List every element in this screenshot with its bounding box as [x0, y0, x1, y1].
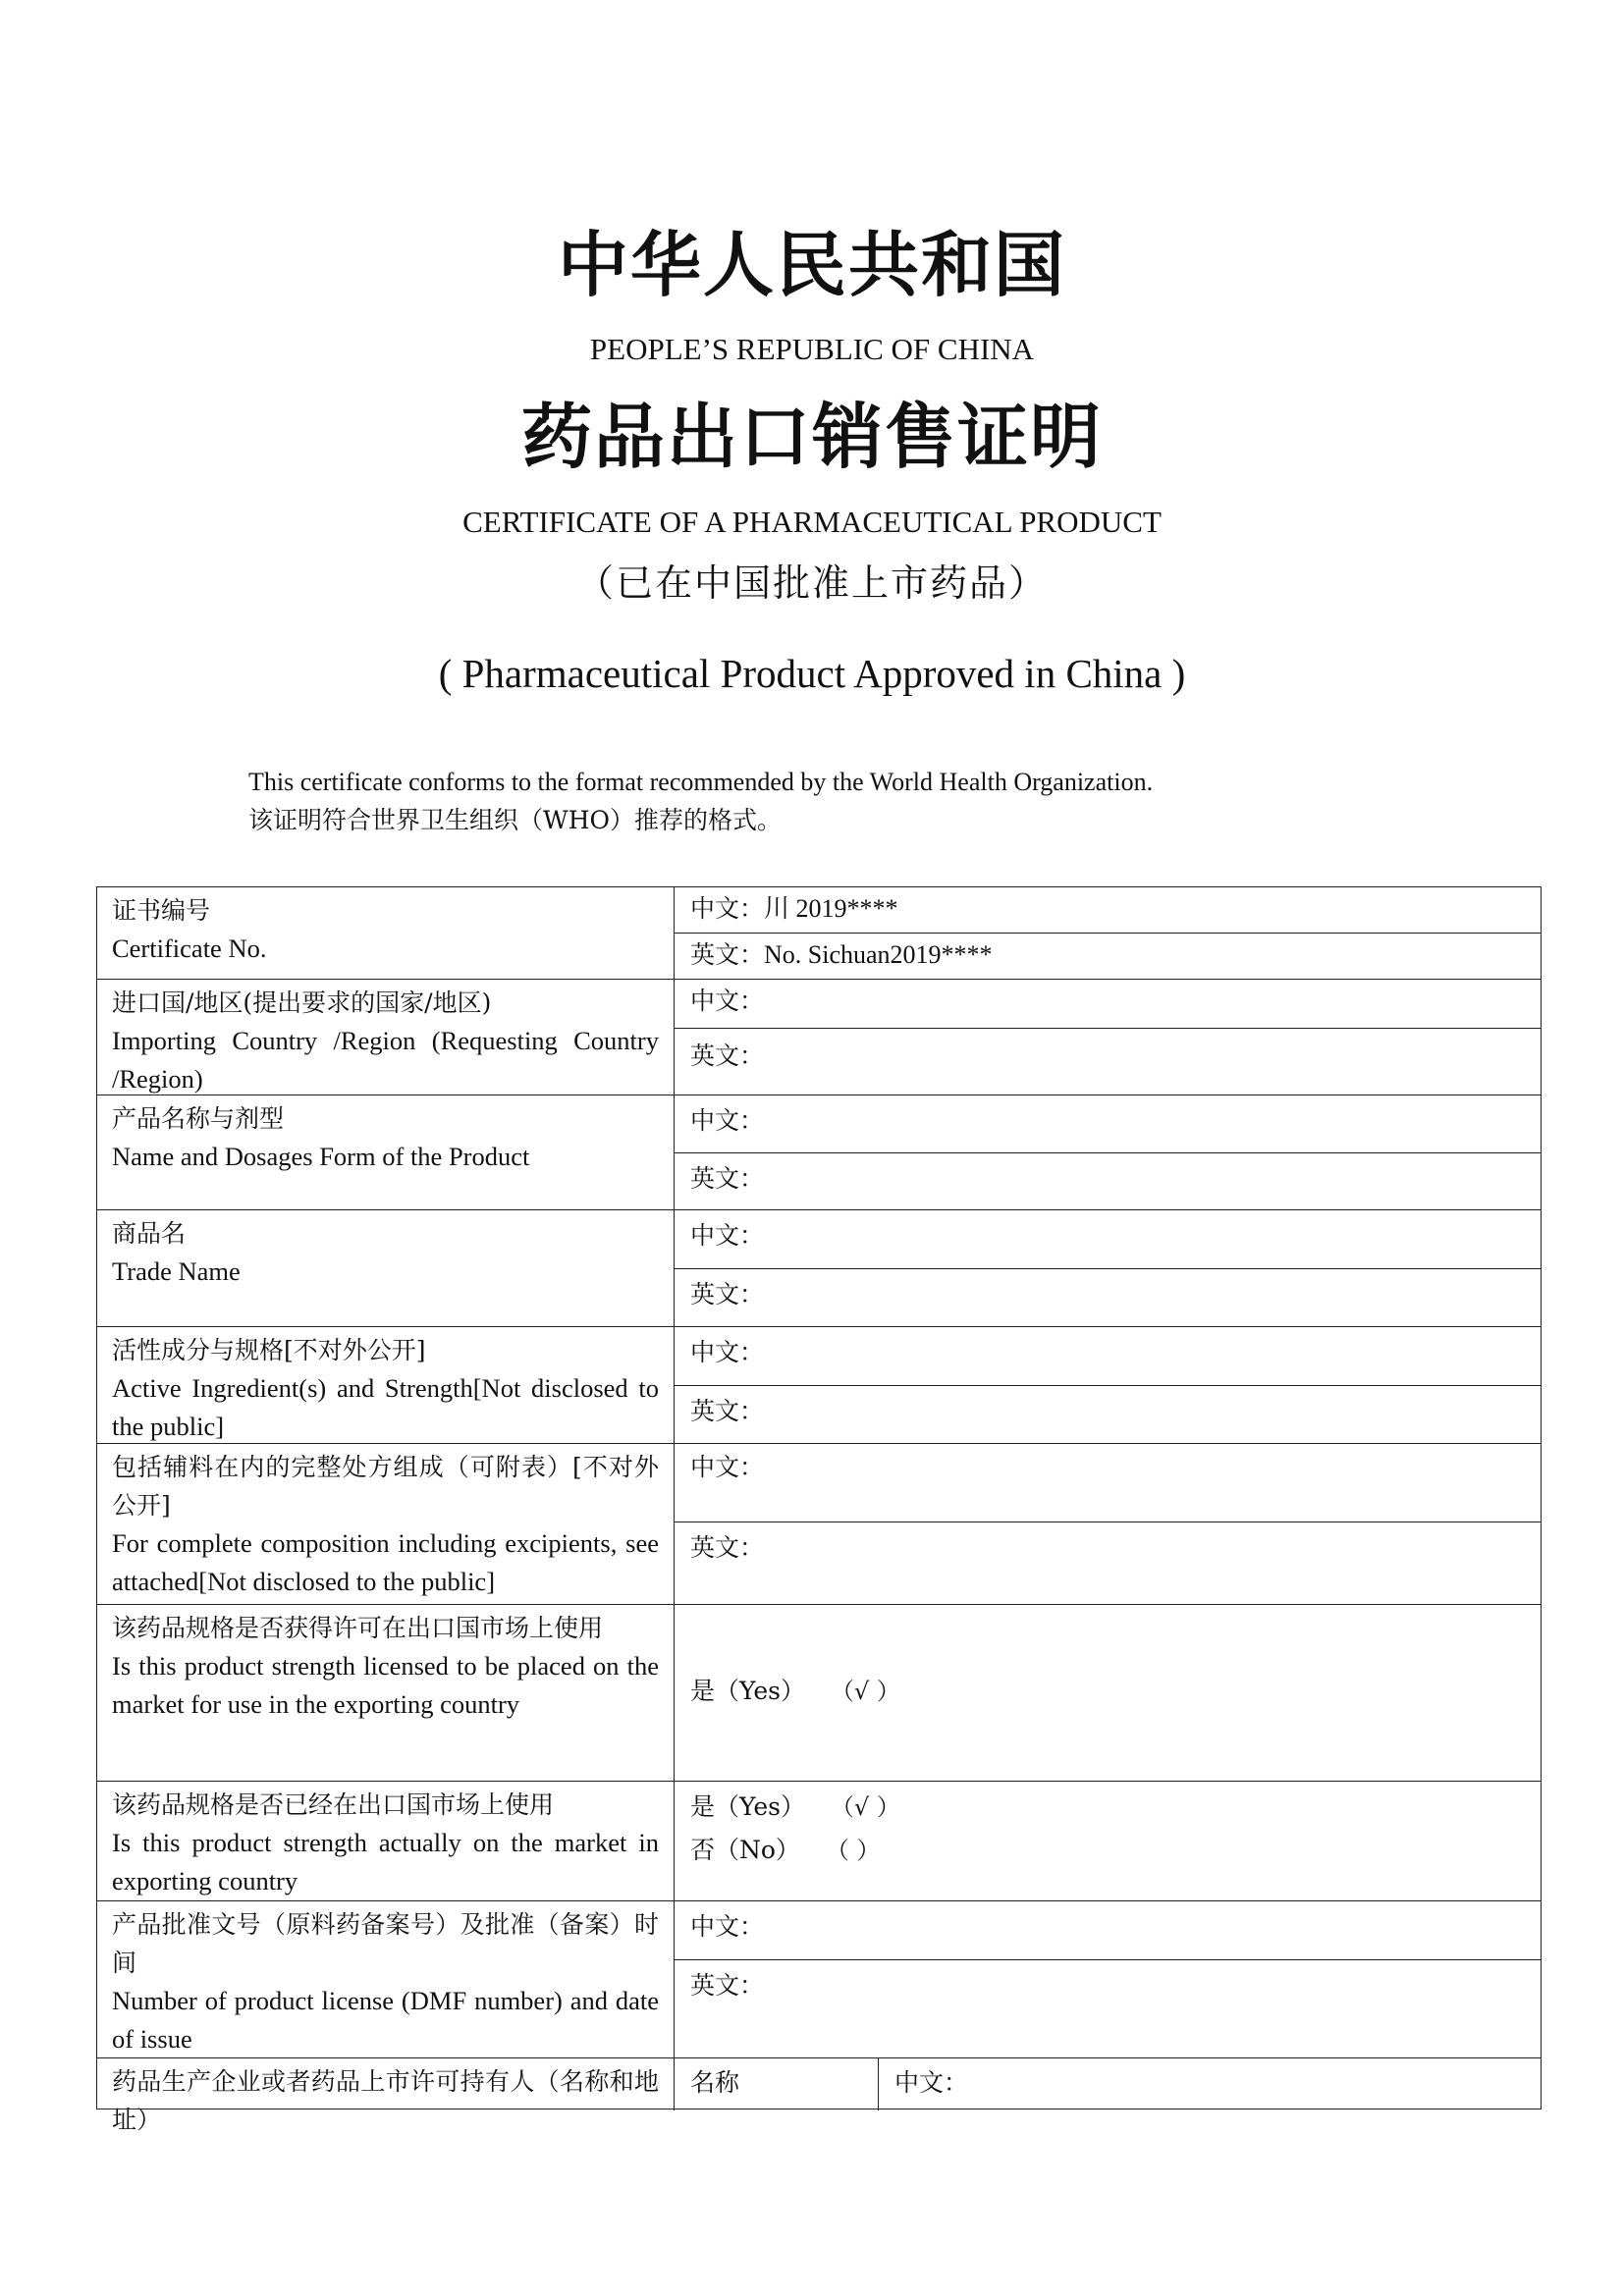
label-en: Certificate No.: [112, 934, 267, 963]
value-cell-en: [675, 1386, 1541, 1444]
yes-label: 是（Yes）: [690, 1677, 805, 1705]
label-en: Trade Name: [112, 1256, 241, 1286]
manufacturer-name-cell: [675, 2058, 879, 2110]
label-en: Is this product strength actually on the market in exporting country: [112, 1828, 659, 1896]
country-title-cn: 中华人民共和国: [557, 224, 1066, 306]
label-cell: [97, 2058, 675, 2134]
label-cn: 产品名称与剂型: [112, 1104, 285, 1133]
en-prefix: 英文：: [690, 1971, 765, 2000]
label-en: Importing Country /Region (Requesting Country /Region): [112, 1026, 659, 1094]
value-cell-en: [675, 1269, 1541, 1327]
value-cell-cn: [675, 1901, 1541, 1960]
label-en: Is this product strength licensed to be placed on the market for use in the exporting country: [112, 1651, 659, 1719]
label-cell: [97, 1095, 675, 1209]
row-importing-country: [97, 980, 1541, 1095]
certificate-title-cn: 药品出口销售证明: [520, 396, 1103, 478]
label-cn: 证书编号: [112, 896, 211, 925]
label-en: Name and Dosages Form of the Product: [112, 1142, 530, 1171]
check-mark-icon: （√ ）: [830, 1678, 900, 1705]
name-label: 名称: [690, 2068, 740, 2097]
label-cn: 药品生产企业或者药品上市许可持有人（名称和地址）: [112, 2067, 659, 2134]
label-en: Number of product license (DMF number) and date of issue: [112, 1986, 659, 2054]
on-market-answer-cell: [675, 1782, 1541, 1901]
certificate-no-cn: 川 2019****: [764, 894, 898, 923]
value-cell-cn: [675, 1444, 1541, 1522]
label-cn: 进口国/地区(提出要求的国家/地区): [112, 988, 492, 1017]
label-en: Active Ingredient(s) and Strength[Not disclosed to the public]: [112, 1373, 659, 1441]
licensed-answer-cell: [675, 1605, 1541, 1782]
label-cell: [97, 1444, 675, 1604]
approved-subtitle-en: ( Pharmaceutical Product Approved in China ): [438, 651, 1186, 696]
label-cn: 产品批准文号（原料药备案号）及批准（备案）时间: [112, 1910, 659, 1977]
cn-prefix: 中文：: [690, 1912, 765, 1941]
row-licensed: [97, 1605, 1541, 1782]
certificate-title-en: CERTIFICATE OF A PHARMACEUTICAL PRODUCT: [462, 505, 1162, 539]
certificate-form-table: [96, 886, 1542, 2134]
label-cell: [97, 1605, 675, 1781]
check-mark-icon: （√ ）: [830, 1793, 900, 1821]
label-cn: 该药品规格是否获得许可在出口国市场上使用: [112, 1614, 604, 1642]
row-on-market: [97, 1782, 1541, 1901]
cn-prefix: 中文：: [690, 1221, 765, 1250]
label-cn: 活性成分与规格[不对外公开]: [112, 1336, 426, 1364]
cn-prefix: 中文：: [690, 987, 765, 1015]
row-trade-name: [97, 1210, 1541, 1327]
value-cell-en: [675, 1153, 1541, 1210]
row-certificate-no: [97, 887, 1541, 980]
en-prefix: 英文：: [690, 1397, 765, 1425]
yes-label: 是（Yes）: [690, 1792, 805, 1821]
en-prefix: 英文：: [690, 1164, 765, 1193]
empty-check-icon: （ ）: [825, 1837, 881, 1864]
label-en: For complete composition including excipients, see attached[Not disclosed to the public]: [112, 1528, 659, 1596]
label-cell: [97, 1782, 675, 1900]
value-cell-en: [675, 934, 1541, 980]
label-cell: [97, 980, 675, 1095]
cn-prefix: 中文：: [894, 2068, 969, 2097]
no-label: 否（No）: [690, 1836, 800, 1864]
manufacturer-name-value-cell: [879, 2058, 1541, 2110]
en-prefix: 英文：: [690, 940, 765, 969]
label-cell: [97, 1901, 675, 2057]
label-cell: [97, 1327, 675, 1443]
label-cn: 该药品规格是否已经在出口国市场上使用: [112, 1790, 555, 1819]
row-license-number: [97, 1901, 1541, 2058]
label-cn: 包括辅料在内的完整处方组成（可附表）[不对外公开]: [112, 1453, 659, 1520]
who-note-en: This certificate conforms to the format recommended by the World Health Organization.: [248, 768, 1154, 796]
approved-subtitle-cn: （已在中国批准上市药品）: [575, 561, 1048, 605]
cn-prefix: 中文：: [690, 1106, 765, 1135]
country-title-en: PEOPLE’S REPUBLIC OF CHINA: [589, 332, 1035, 366]
label-cn: 商品名: [112, 1219, 187, 1248]
en-prefix: 英文：: [690, 1280, 765, 1308]
value-cell-en: [675, 1960, 1541, 2058]
row-product-name: [97, 1095, 1541, 1210]
value-cell-cn: [675, 1210, 1541, 1269]
value-cell-en: [675, 1029, 1541, 1095]
value-cell-en: [675, 1522, 1541, 1605]
label-cell: [97, 1210, 675, 1326]
row-active-ingredient: [97, 1327, 1541, 1444]
row-composition: [97, 1444, 1541, 1605]
certificate-no-en: No. Sichuan2019****: [764, 940, 993, 969]
who-note-cn: 该证明符合世界卫生组织（WHO）推荐的格式。: [248, 806, 782, 834]
cn-prefix: 中文：: [690, 1338, 765, 1366]
value-cell-cn: [675, 1327, 1541, 1386]
value-cell-cn: [675, 887, 1541, 934]
cn-prefix: 中文：: [690, 894, 765, 923]
cn-prefix: 中文：: [690, 1453, 765, 1481]
label-cell: [97, 887, 675, 979]
value-cell-cn: [675, 1095, 1541, 1153]
value-cell-cn: [675, 980, 1541, 1029]
row-manufacturer: [97, 2058, 1541, 2134]
en-prefix: 英文：: [690, 1533, 765, 1562]
en-prefix: 英文：: [690, 1041, 765, 1070]
